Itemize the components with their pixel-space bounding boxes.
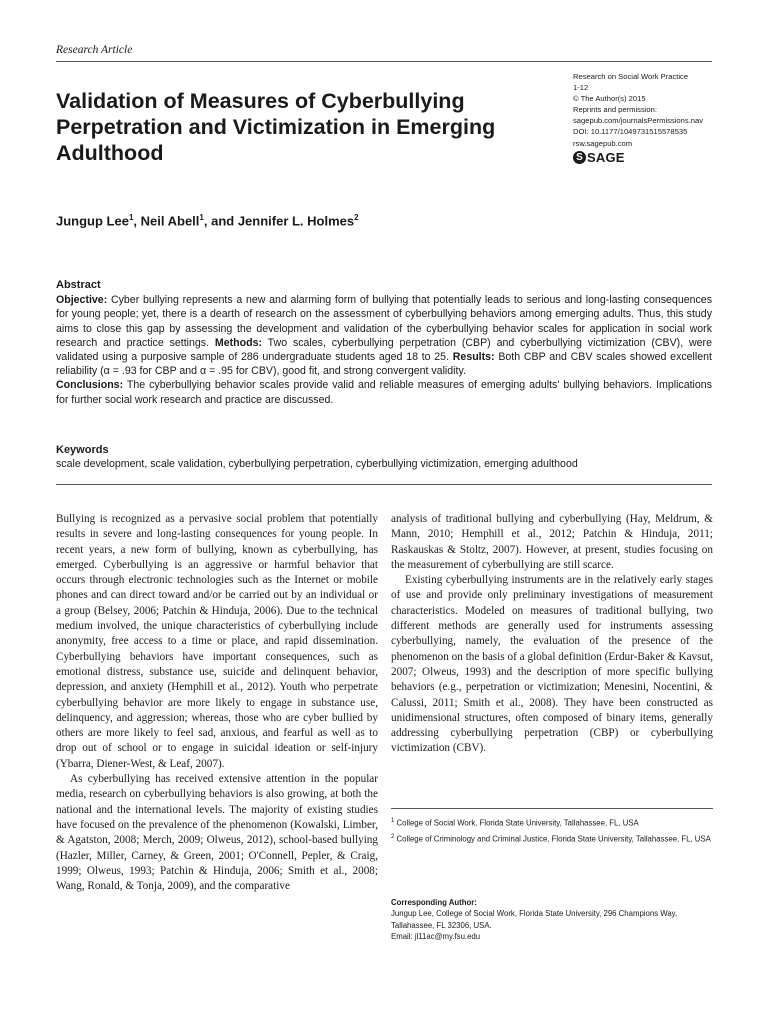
corresponding-author-address: Jungup Lee, College of Social Work, Florida State University, 296 Champions Way, Tallahassee, FL 32306, USA.: [391, 909, 678, 930]
footnote-number: 2: [391, 834, 395, 840]
copyright: © The Author(s) 2015: [573, 94, 646, 104]
article-title: Validation of Measures of Cyberbullying Perpetration and Victimization in Emerging Adulthood: [56, 89, 496, 165]
affiliation-footnotes: [391, 816, 713, 848]
abstract: [56, 278, 712, 407]
author-separator: , and: [203, 213, 238, 229]
body-paragraph: analysis of traditional bullying and cyberbullying (Hay, Meldrum, & Mann, 2010; Hemphill et al., 2012; Patchin & Hinduja, 2011; Raskauskas & Stoltz, 2007). However, at present, studies focusing on the measurement of cyberbullying are still scarce.: [391, 513, 713, 571]
body-paragraph: Bullying is recognized as a pervasive social problem that potentially results in severe and long-lasting consequences for young people. In recent years, a new form of bullying, known as cyberbullying, has emerged. Cyberbullying is an aggressive or harmful behavior that occurs through electronic technologies such as the Internet or mobile phones and can direct toward and/or be carried out by an individual or a group (Belsey, 2006; Patchin & Hinduja, 2006). Due to the technical medium involved, the unique characteristics of cyberbullying include anonymity, free access to a time or place, and rapid dissemination. Cyberbullying behaviors have important consequences, such as emotional distress, substance use, suicide and delinquent behavior, depression, and anxiety (Hemphill et al., 2012). Youth who perpetrate cyberbullying behavior are more likely to engage in substance use, delinquency, and aggression; whereas, those who are cyber bullied by others are more likely to feel sad, anxious, and fearful as well as to drop out of school or to engage in suicidal ideation or self-injury (Ybarra, Diener-West, & Leaf, 2007).: [56, 513, 378, 770]
journal-name: Research on Social Work Practice: [573, 72, 689, 81]
author-name: Jennifer L. Holmes: [237, 213, 355, 229]
section-divider: [56, 484, 712, 485]
author-affiliation: 1: [199, 213, 204, 222]
methods-label: Methods:: [214, 336, 262, 349]
author-affiliation: 2: [354, 213, 359, 222]
corresponding-author-heading: Corresponding Author:: [391, 898, 477, 907]
body-paragraph: Existing cyberbullying instruments are in the relatively early stages of use and provide only preliminary investigations of measurement characteristics. Modeled on measures of traditional bullying, two different methods are generally used for instruments assessing cyberbullying, namely, the evaluation of the presence of the phenomenon on the basis of a global definition (Erdur-Baker & Kavsut, 2007; Olweus, 1993) and the description of more specific bullying behaviors (e.g., perpetration or victimization; Menesini, Nocentini, & Calussi, 2011; Smith et al., 2008). They have been constructed as unidimensional structures, often composed of binary items, generally addressing cyberbullying perpetration (CBP) or cyberbullying victimization (CBV).: [391, 574, 713, 755]
keywords: [56, 443, 712, 471]
conclusions-text: The cyberbullying behavior scales provide valid and reliable measures of emerging adults' bullying behaviors. Implications for further social work research and practice are discussed.: [56, 379, 712, 406]
footnote-rule: [391, 808, 713, 809]
results-label: Results:: [452, 351, 495, 364]
doi[interactable]: DOI: 10.1177/1049731515578535: [573, 127, 688, 137]
corresponding-author-email[interactable]: Email: jl11ac@my.fsu.edu: [391, 932, 481, 942]
abstract-heading: Abstract: [56, 279, 101, 291]
body-column-left: [56, 512, 378, 894]
sage-logo-mark-icon: S: [573, 151, 586, 164]
journal-pages: 1-12: [573, 83, 589, 93]
author-name: Neil Abell: [140, 213, 200, 229]
article-type-label: Research Article: [56, 44, 133, 56]
keywords-text: scale development, scale validation, cyberbullying perpetration, cyberbullying victimization, emerging adulthood: [56, 458, 578, 470]
abstract-text: [56, 293, 712, 407]
objective-label: Objective:: [56, 294, 108, 307]
body-column-right: [391, 512, 713, 757]
header-rule: [56, 61, 712, 62]
sage-logo-text: SAGE: [587, 150, 625, 165]
body-paragraph: As cyberbullying has received extensive attention in the popular media, research on cyberbullying behaviors is also growing, at both the national and the international levels. The majority of existing studies have focused on the prevalence of the phenomenon (Kowalski, Limber, & Agatston, 2008; Merch, 2009; Olweus, 2012), school-based bullying (Hazler, Miller, Carney, & Green, 2001; O'Connell, Pepler, & Craig, 1999; Olweus, 1993; Patchin & Hinduja, 2006; Smith et al., 2008; Wang, Ronald, & Tonja, 2009), and the comparative: [56, 773, 378, 893]
keywords-heading: Keywords: [56, 444, 109, 456]
footnote-number: 1: [391, 818, 395, 824]
author-name: Jungup Lee: [56, 213, 129, 229]
reprints-url[interactable]: sagepub.com/journalsPermissions.nav: [573, 116, 704, 126]
conclusions-label: Conclusions:: [56, 379, 124, 392]
footnote-text: College of Social Work, Florida State University, Tallahassee, FL, USA: [396, 818, 639, 828]
objective-text: Cyber bullying represents a new and alarming form of bullying that potentially leads to serious and long-lasting consequences for young people; yet, there is a dearth of research on the assessment of cyberbullying behaviors among emerging adults. Thus, this study aims to close this gap by assessing the development and validation of the cyberbullying behavior scales for application in social work research and practice settings.: [56, 294, 712, 349]
journal-site[interactable]: rsw.sagepub.com: [573, 138, 633, 148]
footnote: [391, 832, 713, 845]
journal-info: [573, 71, 743, 149]
footnote-text: College of Criminology and Criminal Justice, Florida State University, Tallahassee, FL, USA: [396, 834, 711, 844]
corresponding-author: [391, 897, 713, 943]
author-separator: ,: [133, 213, 141, 229]
author-affiliation: 1: [128, 213, 134, 222]
author-list: [56, 213, 359, 228]
footnote: [391, 816, 713, 829]
methods-text: Two scales, cyberbullying perpetration (CBP) and cyberbullying victimization (CBV), were validated using a purposive sample of 286 undergraduate students aged 18 to 25.: [56, 336, 712, 364]
sage-logo: [573, 150, 625, 165]
reprints-label: Reprints and permission:: [573, 105, 657, 115]
results-text: Both CBP and CBV scales showed excellent reliability (α = .93 for CBP and α = .95 for CBV), good fit, and strong convergent validity.: [56, 351, 712, 378]
